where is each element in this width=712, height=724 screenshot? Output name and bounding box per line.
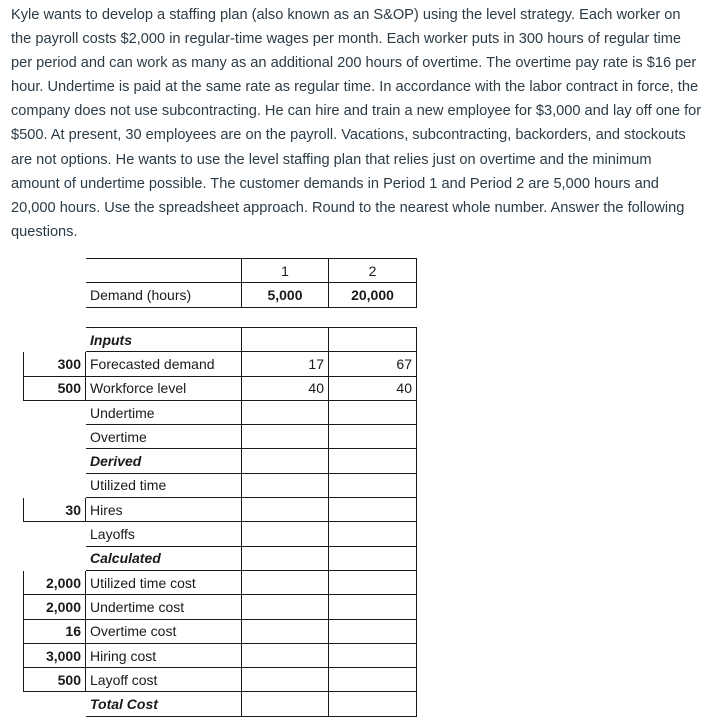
period-1-cell[interactable] [242, 619, 329, 643]
period-2-cell[interactable] [329, 328, 417, 352]
period-1-cell[interactable] [242, 328, 329, 352]
period-2-cell[interactable] [329, 522, 417, 546]
problem-statement: Kyle wants to develop a staffing plan (also known as an S&OP) using the level strategy. Each worker on the payroll costs $2,000 in regular-time wages per month. Each worker puts in 300 hours of regular time per period and can work as many as an additional 200 hours of overtime. The overtime pay rate is $16 per hour. Undertime is paid at the same rate as regular time. In accordance with the labor contract in force, the company does not use subcontracting. He can hire and train a new employee for $3,000 and lay off one for $500. At present, 30 employees are on the payroll. Vacations, subcontracting, backorders, and stockouts are not options. He wants to use the level staffing plan that relies just on overtime and the minimum amount of undertime possible. The customer demands in Period 1 and Period 2 are 5,000 hours and 20,000 hours. Use the spreadsheet approach. Round to the nearest whole number. Answer the following questions. [11, 7, 702, 240]
period-1-cell[interactable] [242, 449, 329, 473]
period-1-cell[interactable] [242, 595, 329, 619]
parameter-value [24, 473, 86, 497]
period-2-cell[interactable] [329, 570, 417, 594]
period-header-row [24, 259, 417, 283]
parameter-value [24, 328, 86, 352]
spreadsheet-row [24, 595, 417, 619]
parameter-value [24, 425, 86, 449]
period-2-cell[interactable] [329, 498, 417, 522]
period-2-cell[interactable] [329, 668, 417, 692]
blank-header-cell [86, 259, 242, 283]
staffing-spreadsheet [23, 327, 417, 717]
spreadsheet-row [24, 619, 417, 643]
period-2-header: 2 [329, 259, 417, 283]
period-2-cell[interactable] [329, 643, 417, 667]
parameter-value [24, 546, 86, 570]
period-2-cell[interactable] [329, 449, 417, 473]
row-label: Undertime cost [86, 595, 242, 619]
spreadsheet-row [24, 400, 417, 424]
demand-label: Demand (hours) [86, 283, 242, 307]
period-2-cell[interactable]: 67 [329, 352, 417, 376]
spreadsheet-row [24, 522, 417, 546]
period-1-cell[interactable] [242, 546, 329, 570]
spreadsheet-row [24, 352, 417, 376]
row-label: Utilized time cost [86, 570, 242, 594]
spreadsheet-row [24, 449, 417, 473]
demand-period-2: 20,000 [329, 283, 417, 307]
period-1-cell[interactable]: 40 [242, 376, 329, 400]
parameter-value: 500 [24, 376, 86, 400]
row-label: Undertime [86, 400, 242, 424]
spreadsheet-row [24, 425, 417, 449]
parameter-value [24, 522, 86, 546]
row-label: Workforce level [86, 376, 242, 400]
period-2-cell[interactable] [329, 619, 417, 643]
period-1-cell[interactable] [242, 400, 329, 424]
period-1-cell[interactable] [242, 425, 329, 449]
period-2-cell[interactable]: 40 [329, 376, 417, 400]
spreadsheet-row [24, 570, 417, 594]
parameter-value: 3,000 [24, 643, 86, 667]
demand-row [24, 283, 417, 307]
parameter-value: 30 [24, 498, 86, 522]
row-label: Forecasted demand [86, 352, 242, 376]
section-label: Total Cost [86, 692, 242, 716]
spreadsheet-row [24, 692, 417, 716]
parameter-value: 300 [24, 352, 86, 376]
parameter-value: 16 [24, 619, 86, 643]
row-label: Overtime cost [86, 619, 242, 643]
period-1-cell[interactable] [242, 668, 329, 692]
period-1-cell[interactable] [242, 473, 329, 497]
period-2-cell[interactable] [329, 425, 417, 449]
period-1-cell[interactable] [242, 643, 329, 667]
section-label: Derived [86, 449, 242, 473]
period-1-cell[interactable] [242, 692, 329, 716]
period-2-cell[interactable] [329, 400, 417, 424]
row-label: Hiring cost [86, 643, 242, 667]
period-2-cell[interactable] [329, 473, 417, 497]
demand-period-1: 5,000 [242, 283, 329, 307]
parameter-value: 2,000 [24, 595, 86, 619]
spreadsheet-row [24, 376, 417, 400]
period-2-cell[interactable] [329, 595, 417, 619]
period-1-cell[interactable] [242, 498, 329, 522]
row-label: Hires [86, 498, 242, 522]
spreadsheet-row [24, 668, 417, 692]
spreadsheet-row [24, 546, 417, 570]
section-label: Inputs [86, 328, 242, 352]
parameter-value [24, 400, 86, 424]
section-label: Calculated [86, 546, 242, 570]
period-1-cell[interactable] [242, 570, 329, 594]
spreadsheet-row [24, 498, 417, 522]
demand-table [23, 258, 417, 308]
period-1-cell[interactable]: 17 [242, 352, 329, 376]
period-2-cell[interactable] [329, 546, 417, 570]
parameter-value: 2,000 [24, 570, 86, 594]
row-label: Overtime [86, 425, 242, 449]
row-label: Layoffs [86, 522, 242, 546]
period-1-header: 1 [242, 259, 329, 283]
parameter-value [24, 449, 86, 473]
spreadsheet-row [24, 473, 417, 497]
row-label: Layoff cost [86, 668, 242, 692]
period-1-cell[interactable] [242, 522, 329, 546]
spreadsheet-row [24, 328, 417, 352]
spreadsheet-row [24, 643, 417, 667]
parameter-value [24, 692, 86, 716]
row-label: Utilized time [86, 473, 242, 497]
period-2-cell[interactable] [329, 692, 417, 716]
parameter-value: 500 [24, 668, 86, 692]
